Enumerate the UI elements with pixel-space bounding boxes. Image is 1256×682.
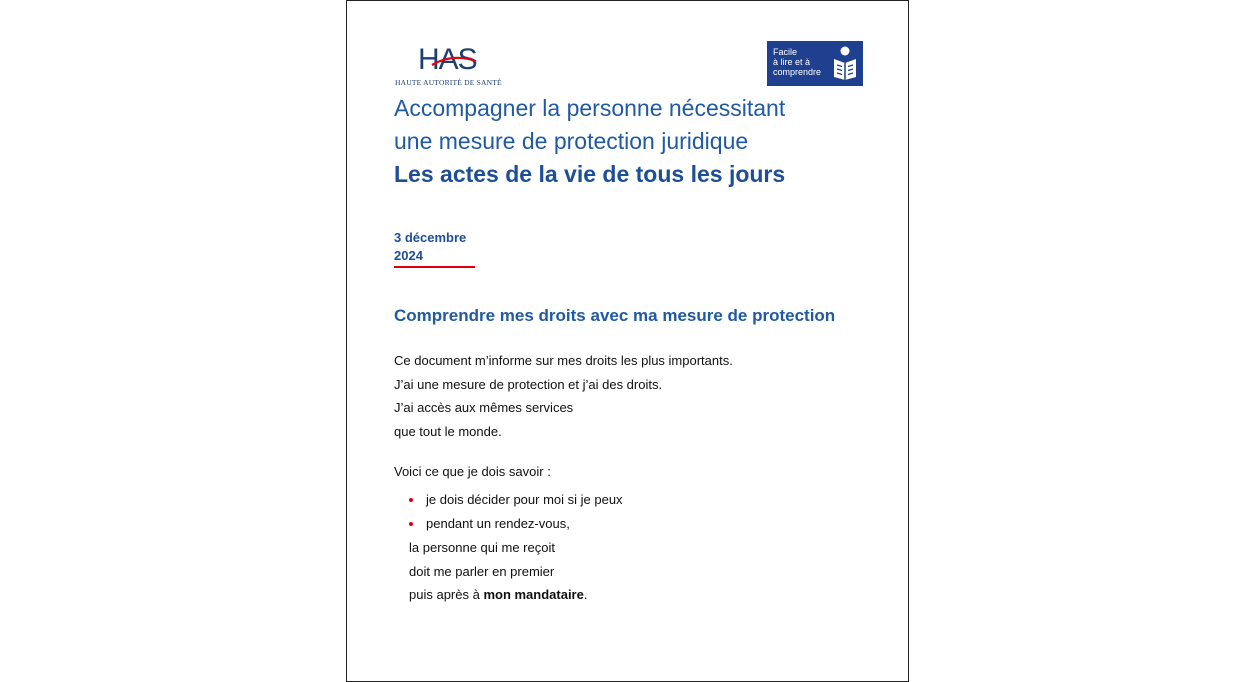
title-line-1: Accompagner la personne nécessitant (394, 95, 786, 121)
paragraph-line: Ce document m’informe sur mes droits les plus importants. (394, 353, 733, 368)
continuation-last-line (409, 583, 587, 607)
logo-subtitle: HAUTE AUTORITÉ DE SANTÉ (395, 78, 502, 87)
document-page (346, 0, 909, 682)
publication-date (394, 229, 466, 265)
easy-read-book-icon (831, 45, 859, 81)
title-line-2: une mesure de protection juridique (394, 128, 749, 154)
title-subtitle: Les actes de la vie de tous les jours (394, 161, 786, 187)
has-logo-icon (418, 41, 488, 77)
list-item: pendant un rendez-vous, (394, 512, 623, 536)
date-year: 2024 (394, 248, 423, 263)
date-day-month: 3 décembre (394, 230, 467, 245)
list-intro: Voici ce que je dois savoir : (394, 464, 551, 479)
falc-line-1: Facile (773, 47, 798, 57)
continuation-line: doit me parler en premier (409, 563, 555, 579)
paragraph-line: J’ai une mesure de protection et j’ai des droits. (394, 376, 663, 392)
mandataire-term: mon mandataire (483, 587, 584, 602)
paragraph-line: que tout le monde. (394, 423, 502, 439)
paragraph-line: J’ai accès aux mêmes services (394, 400, 574, 415)
section-heading: Comprendre mes droits avec ma mesure de protection (394, 306, 836, 325)
has-logo (394, 41, 524, 89)
date-underline (394, 266, 475, 268)
falc-line-2: à lire et à (773, 57, 811, 67)
document-title (394, 92, 894, 191)
falc-line-3: comprendre (773, 67, 822, 77)
falc-badge-text (773, 47, 833, 77)
intro-paragraph (394, 349, 733, 443)
last-line-prefix: puis après à (409, 587, 484, 602)
svg-text:HAS: HAS (418, 43, 477, 76)
list-item-continuation (409, 536, 587, 607)
continuation-line: la personne qui me reçoit (409, 540, 555, 555)
list-item: je dois décider pour moi si je peux (394, 488, 623, 512)
last-line-suffix: . (583, 587, 588, 602)
rights-list (394, 488, 623, 536)
falc-badge (767, 41, 863, 86)
